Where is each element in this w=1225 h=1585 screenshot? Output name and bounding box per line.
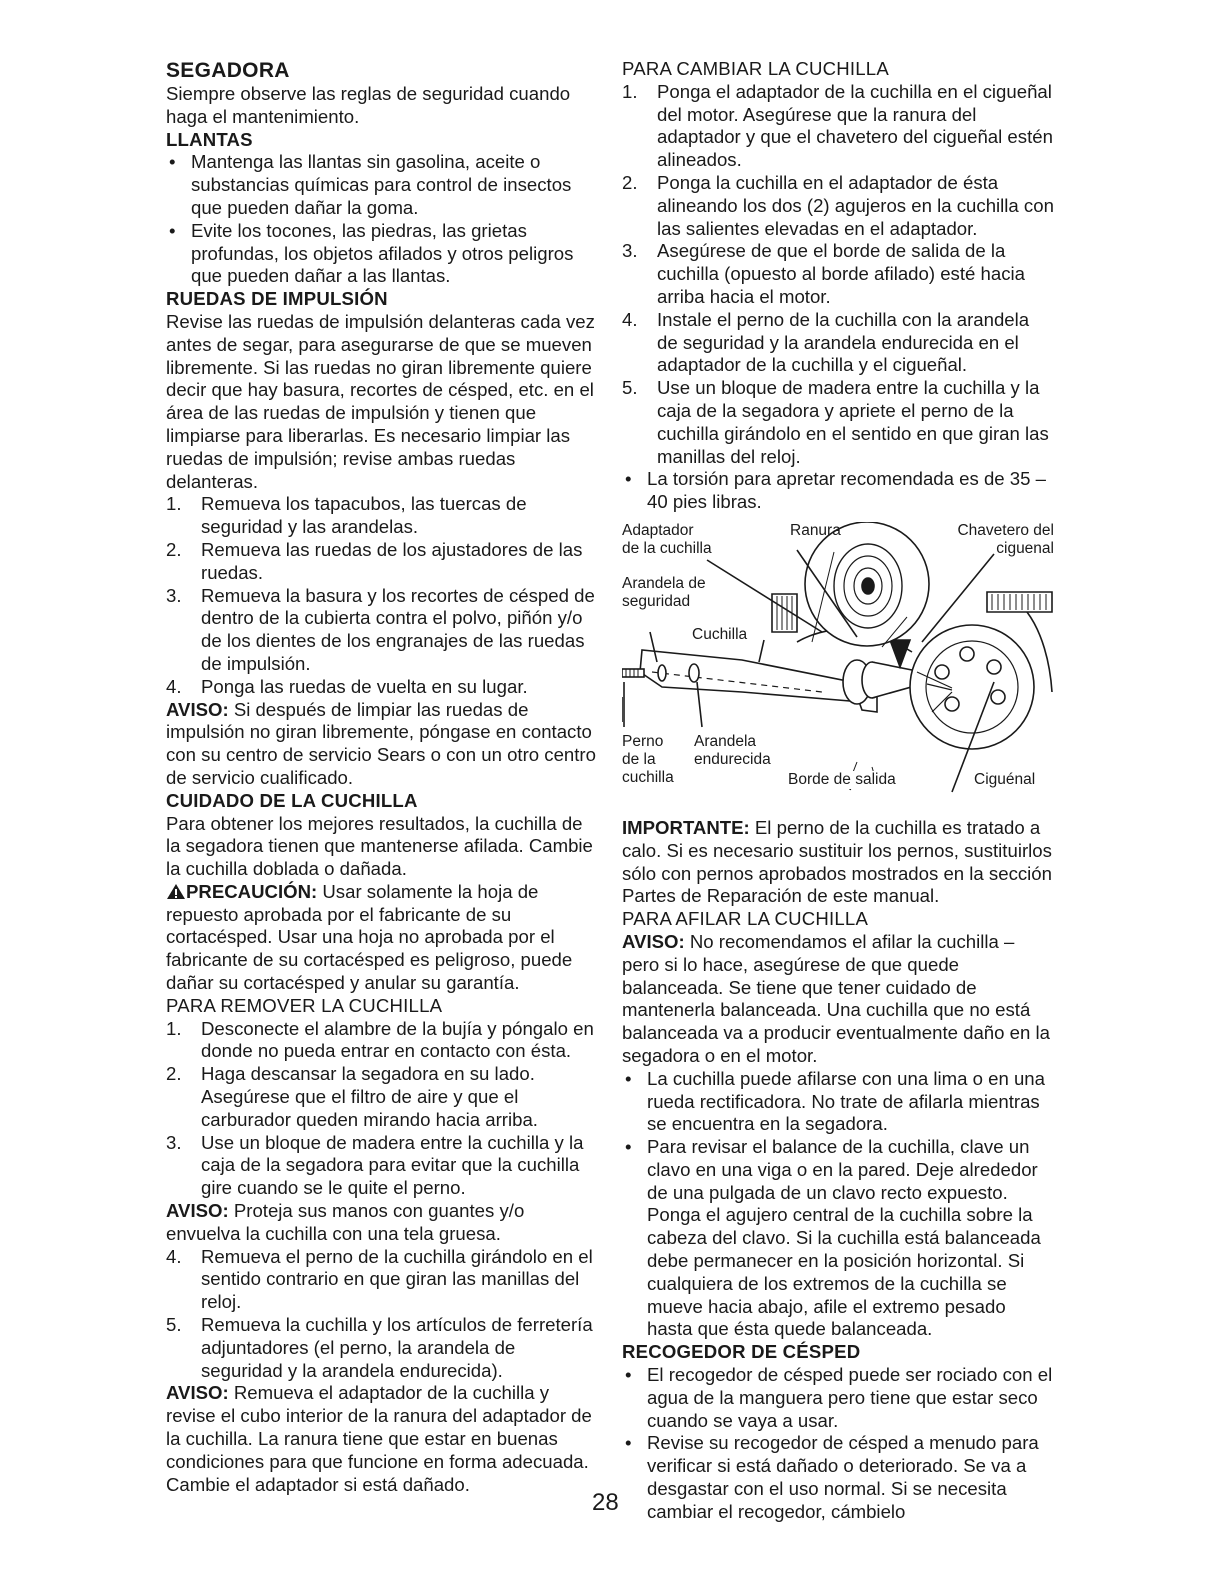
label-chavetero: Chavetero del ciguenal xyxy=(957,521,1054,557)
aviso-paragraph: AVISO: Si después de limpiar las ruedas de impulsión no giran libremente, póngase en contacto con su centro de servicio Sears o con un otro centro de servicio cualificado. xyxy=(166,698,596,788)
list-item: 3. Use un bloque de madera entre la cuchilla y la caja de la segadora para evitar que la cuchilla gire cuando se le quite el perno. xyxy=(166,1131,584,1199)
list-item: 3. Asegúrese de que el borde de salida de la cuchilla (opuesto al borde afilado) esté hacia arriba hacia el motor. xyxy=(622,240,1025,307)
label-arandela-endurecida: Arandela endurecida xyxy=(694,732,771,768)
list-item: • Revise su recogedor de césped a menudo para verificar si está dañado o deteriorado. Se va a desgastar con el uso normal. Si se necesita cambiar el recogedor, cámbielo xyxy=(625,1432,1039,1522)
blade-assembly-diagram xyxy=(622,522,1054,807)
list-item: • Para revisar el balance de la cuchilla, clave un clavo en una viga o en la pared. Deje alrededor de una pulgada de un clavo recto expuesto. Ponga el agujero central de la cuchilla sobre la cabeza del clavo. Si la cuchilla está balanceada debe permanecer en la posición horizontal. Si cualquiera de los extremos de la cuchilla se mueve hacia abajo, afile el extremo pesado hasta que ésta quede balanceada. xyxy=(625,1136,1041,1340)
list-item: 2. Remueva las ruedas de los ajustadores de las ruedas. xyxy=(166,538,583,583)
list-item: • Evite los tocones, las piedras, las grietas profundas, los objetos afilados y otros peligros que pueden dañar a las llantas. xyxy=(169,219,574,287)
list-item: 5. Remueva la cuchilla y los artículos de ferretería adjuntadores (el perno, la arandela de seguridad y la arandela endurecida). xyxy=(166,1314,593,1381)
section-title-segadora: SEGADORA xyxy=(166,59,290,82)
label-borde: Borde de salida xyxy=(788,770,896,788)
list-item: 1. Desconecte el alambre de la bujía y póngalo en donde no pueda entrar en contacto con ésta. xyxy=(166,1017,594,1062)
list-item: 4. Instale el perno de la cuchilla con la arandela de seguridad y la arandela endurecida en el adaptador de la cuchilla y el cigueñal. xyxy=(622,308,1030,376)
list-item: 4. Remueva el perno de la cuchilla girándolo en el sentido contrario en que giran las manillas del reloj. xyxy=(166,1245,593,1313)
aviso-paragraph: AVISO: Remueva el adaptador de la cuchilla y revise el cubo interior de la ranura del adaptador de la cuchilla. La ranura tiene que estar en buenas condiciones para que funcione en forma adecuada. Cambie el adaptador si está dañado. xyxy=(166,1382,592,1495)
heading-ruedas: RUEDAS DE IMPULSIÓN xyxy=(166,288,388,310)
heading-cambiar: PARA CAMBIAR LA CUCHILLA xyxy=(622,58,889,79)
page-number: 28 xyxy=(592,1489,619,1516)
list-item: • El recogedor de césped puede ser rociado con el agua de la manguera pero tiene que estar seco cuando se vaya a usar. xyxy=(625,1364,1053,1431)
list-item: 5. Use un bloque de madera entre la cuchilla y la caja de la segadora y apriete el perno de la cuchilla girándolo en el sentido en que giran las manillas del reloj. xyxy=(622,377,1049,467)
list-item: 4. Ponga las ruedas de vuelta en su lugar. xyxy=(166,675,528,697)
list-item: 1. Remueva los tapacubos, las tuercas de seguridad y las arandelas. xyxy=(166,493,527,538)
ruedas-paragraph: Revise las ruedas de impulsión delanteras cada vez antes de segar, para asegurarse de que se mueven libremente. Si las ruedas no giran libremente quiere decir que hay basura, recortes de césped, etc. en el área de las ruedas de impulsión y tienen que limpiarse para liberarlas. Es necesario limpiar las ruedas de impulsión; revise ambas ruedas delanteras. xyxy=(166,310,595,492)
list-item: • Mantenga las llantas sin gasolina, aceite o substancias químicas para control de insectos que pueden dañar la goma. xyxy=(169,151,572,218)
label-perno: Perno de la cuchilla xyxy=(622,732,674,786)
heading-remover: PARA REMOVER LA CUCHILLA xyxy=(166,994,443,1016)
aviso-paragraph: AVISO: No recomendamos el afilar la cuchilla – pero si lo hace, asegúrese de que quede balanceada. Se tiene que tener cuidado de mantenerla balanceada. Una cuchilla que no está balanceada va a producir eventualmente daño en la segadora o en el motor. xyxy=(622,930,1050,1066)
list-item: 2. Ponga la cuchilla en el adaptador de ésta alineando los dos (2) agujeros en la cuchilla con las salientes elevadas en el adaptador. xyxy=(622,171,1054,239)
left-column xyxy=(166,58,596,1496)
aviso-paragraph: AVISO: Proteja sus manos con guantes y/o envuelva la cuchilla con una tela gruesa. xyxy=(166,1200,525,1244)
right-column xyxy=(622,58,1054,1524)
list-item: 3. Remueva la basura y los recortes de césped de dentro de la cubierta contra el polvo, piñón y/o de los dientes de los engranajes de las ruedas de impulsión. xyxy=(166,584,595,674)
importante-paragraph: IMPORTANTE: El perno de la cuchilla es tratado a calo. Si es necesario sustituir los pernos, sustituirlos sólo con pernos aprobados mostrados en la sección Partes de Reparación de este manual. xyxy=(622,816,1052,907)
label-ciguenal: Ciguénal xyxy=(974,770,1036,788)
cuidado-paragraph: Para obtener los mejores resultados, la cuchilla de la segadora tienen que mantenerse afilada. Cambie la cuchilla doblada o dañada. xyxy=(166,812,593,880)
label-cuchilla: Cuchilla xyxy=(692,625,748,643)
list-item: 2. Haga descansar la segadora en su lado. Asegúrese que el filtro de aire y que el carburador queden mirando hacia arriba. xyxy=(166,1063,538,1130)
blade-assembly-illustration xyxy=(622,522,1054,807)
label-ranura: Ranura xyxy=(790,521,841,539)
list-item: • La torsión para apretar recomendada es de 35 – 40 pies libras. xyxy=(625,468,1046,513)
precaucion-paragraph: PRECAUCIÓN: Usar solamente la hoja de repuesto aprobada por el fabricante de su cortacésped. Usar una hoja no aprobada por el fabricante de su cortacésped es peligroso, puede dañar su cortacésped y anular su garantía. xyxy=(166,880,573,994)
heading-recogedor: RECOGEDOR DE CÉSPED xyxy=(622,1341,861,1363)
heading-cuidado: CUIDADO DE LA CUCHILLA xyxy=(166,789,418,811)
list-item: • La cuchilla puede afilarse con una lima o en una rueda rectificadora. No trate de afilarla mientras se encuentra en la segadora. xyxy=(625,1067,1045,1135)
label-adaptador: Adaptador de la cuchilla xyxy=(622,521,712,557)
intro-paragraph: Siempre observe las reglas de seguridad cuando haga el mantenimiento. xyxy=(166,83,571,127)
list-item: 1. Ponga el adaptador de la cuchilla en el cigueñal del motor. Asegúrese que la ranura del adaptador y que el chavetero del cigueñal estén alineados. xyxy=(622,80,1053,171)
warning-triangle-icon xyxy=(166,883,186,900)
label-arandela-seguridad: Arandela de seguridad xyxy=(622,574,706,610)
heading-llantas: LLANTAS xyxy=(166,128,253,150)
heading-afilar: PARA AFILAR LA CUCHILLA xyxy=(622,908,869,930)
